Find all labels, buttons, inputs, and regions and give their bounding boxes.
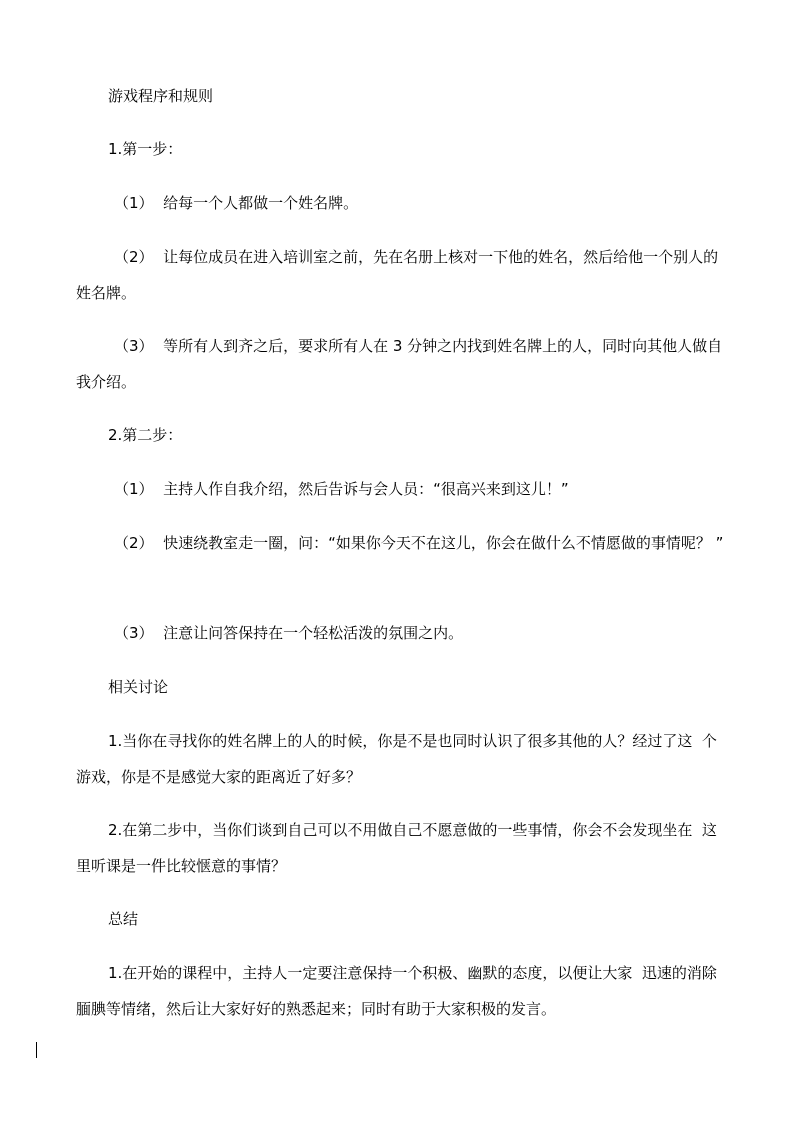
step-two-item-2: （2） 快速绕教室走一圈，问：“如果你今天不在这儿，你会在做什么不情愿做的事情呢？ ” bbox=[114, 534, 724, 552]
step-one-heading: 1.第一步： bbox=[108, 140, 183, 158]
step-one-item-1: （1） 给每一个人都做一个姓名牌。 bbox=[114, 194, 359, 212]
heading-game-rules: 游戏程序和规则 bbox=[108, 87, 214, 105]
summary-item-1: 1.在开始的课程中，主持人一定要注意保持一个积极、幽默的态度，以便让大家 迅速的消除腼腆等情绪，然后让大家好好的熟悉起来；同时有助于大家积极的发言。 bbox=[76, 964, 717, 1018]
step-one-item-2: （2） 让每位成员在进入培训室之前，先在名册上核对一下他的姓名，然后给他一个别人的姓名牌。 bbox=[76, 248, 719, 302]
discussion-item-1: 1.当你在寻找你的姓名牌上的人的时候，你是不是也同时认识了很多其他的人？经过了这 个游戏，你是不是感觉大家的距离近了好多？ bbox=[76, 732, 717, 786]
discussion-item-2: 2.在第二步中，当你们谈到自己可以不用做自己不愿意做的一些事情，你会不会发现坐在 这里听课是一件比较惬意的事情？ bbox=[76, 821, 717, 875]
heading-discussion: 相关讨论 bbox=[108, 678, 169, 696]
text-cursor bbox=[36, 1042, 37, 1058]
step-one-item-3: （3） 等所有人到齐之后，要求所有人在 3 分钟之内找到姓名牌上的人，同时向其他人做自我介绍。 bbox=[76, 337, 723, 391]
step-two-heading: 2.第二步： bbox=[108, 426, 183, 444]
step-two-item-1: （1） 主持人作自我介绍，然后告诉与会人员：“很高兴来到这儿！” bbox=[114, 480, 569, 498]
heading-summary: 总结 bbox=[108, 910, 139, 928]
step-two-item-3: （3） 注意让问答保持在一个轻松活泼的氛围之内。 bbox=[114, 624, 464, 642]
